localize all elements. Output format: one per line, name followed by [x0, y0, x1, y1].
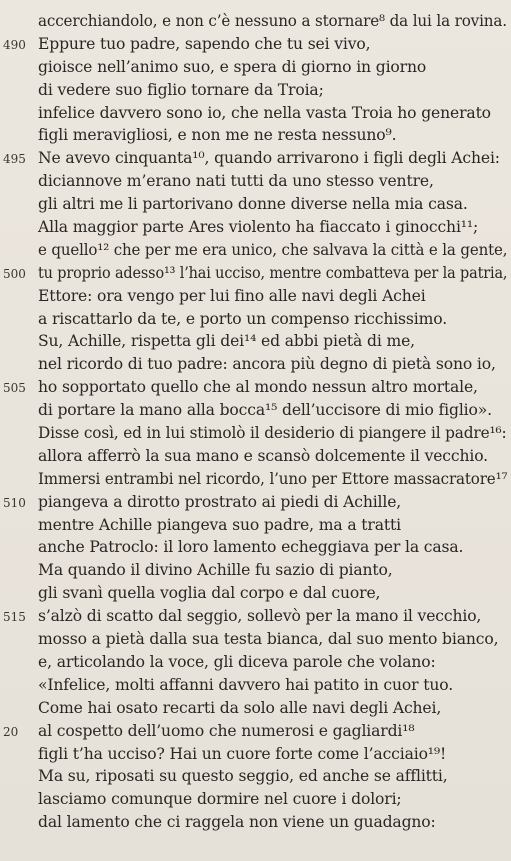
verse-line	[0, 743, 511, 766]
verse-line	[0, 147, 511, 170]
verse-text: dal lamento che ci raggela non viene un guadagno:	[38, 813, 436, 832]
verse-text: lasciamo comunque dormire nel cuore i dolori;	[38, 790, 402, 809]
verse-line	[0, 56, 511, 79]
verse-text: e quello¹² che per me era unico, che salvava la città e la gente,	[38, 240, 508, 259]
verse-line	[0, 308, 511, 331]
verse-text: allora afferrò la sua mano e scansò dolcemente il vecchio.	[38, 446, 488, 465]
verse-line	[0, 697, 511, 720]
verse-text: figli t’ha ucciso? Hai un cuore forte come l’acciaio¹⁹!	[38, 744, 447, 763]
verse-text: mosso a pietà dalla sua testa bianca, dal suo mento bianco,	[38, 630, 499, 649]
verse-line	[0, 445, 511, 468]
verse-text: Come hai osato recarti da solo alle navi degli Achei,	[38, 698, 442, 717]
verse-text: accerchiandolo, e non c’è nessuno a stornare⁸ da lui la rovina.	[38, 12, 507, 30]
verse-line	[0, 79, 511, 102]
verse-line	[0, 628, 511, 651]
line-number: 505	[3, 381, 26, 396]
verse-text: Ne avevo cinquanta¹⁰, quando arrivarono i figli degli Achei:	[38, 149, 500, 168]
verse-text: Alla maggior parte Ares violento ha fiaccato i ginocchi¹¹;	[38, 218, 479, 237]
verse-text: diciannove m’erano nati tutti da uno stesso ventre,	[38, 172, 434, 191]
verse-line	[0, 468, 511, 491]
verse-line	[0, 582, 511, 605]
line-number: 495	[3, 152, 26, 167]
verse-text: gioisce nell’animo suo, e spera di giorno in giorno	[38, 57, 427, 76]
verse-line	[0, 239, 511, 262]
verse-text: di vedere suo figlio tornare da Troia;	[38, 80, 324, 99]
verse-line	[0, 170, 511, 193]
verse-text: e, articolando la voce, gli diceva parole che volano:	[38, 652, 436, 671]
verse-line	[0, 193, 511, 216]
verse-text: piangeva a dirotto prostrato ai piedi di Achille,	[38, 492, 402, 511]
verse-line	[0, 216, 511, 239]
verse-text: anche Patroclo: il loro lamento echeggiava per la casa.	[38, 538, 464, 557]
verse-text: a riscattarlo da te, e porto un compenso ricchissimo.	[38, 309, 448, 328]
verse-line	[0, 559, 511, 582]
verse-text: tu proprio adesso¹³ l’hai ucciso, mentre combatteva per la patria,	[38, 263, 508, 282]
verse-line	[0, 811, 511, 834]
verse-line	[0, 102, 511, 125]
verse-text: infelice davvero sono io, che nella vasta Troia ho generato	[38, 103, 491, 122]
verse-text: figli meravigliosi, e non me ne resta nessuno⁹.	[38, 126, 397, 145]
verse-line	[0, 788, 511, 811]
verse-text: Ettore: ora vengo per lui fino alle navi degli Achei	[38, 286, 426, 305]
verse-text: Ma quando il divino Achille fu sazio di pianto,	[38, 561, 393, 580]
verse-line	[0, 10, 511, 33]
verse-line	[0, 674, 511, 697]
verse-line	[0, 33, 511, 56]
verse-text: Disse così, ed in lui stimolò il desiderio di piangere il padre¹⁶:	[38, 424, 507, 443]
line-number: 515	[3, 610, 26, 625]
verse-text: Ma su, riposati su questo seggio, ed anche se afflitti,	[38, 767, 448, 786]
verse-line	[0, 605, 511, 628]
verse-text: Immersi entrambi nel ricordo, l’uno per Ettore massacratore¹⁷	[38, 469, 508, 488]
verse-line	[0, 376, 511, 399]
verse-line	[0, 353, 511, 376]
verse-text: gli altri me li partorivano donne diverse nella mia casa.	[38, 195, 468, 214]
verse-line	[0, 422, 511, 445]
poem-text	[0, 10, 511, 834]
verse-line	[0, 399, 511, 422]
verse-line	[0, 536, 511, 559]
verse-line	[0, 765, 511, 788]
verse-line	[0, 720, 511, 743]
verse-text: al cospetto dell’uomo che numerosi e gagliardi¹⁸	[38, 721, 415, 740]
verse-text: nel ricordo di tuo padre: ancora più degno di pietà sono io,	[38, 355, 496, 374]
verse-line	[0, 285, 511, 308]
verse-line	[0, 330, 511, 353]
verse-text: mentre Achille piangeva suo padre, ma a tratti	[38, 515, 401, 534]
verse-text: «Infelice, molti affanni davvero hai patito in cuor tuo.	[38, 675, 454, 694]
line-number: 20	[3, 724, 19, 739]
verse-text: gli svanì quella voglia dal corpo e dal cuore,	[38, 584, 381, 603]
verse-line	[0, 124, 511, 147]
line-number: 510	[3, 495, 26, 510]
verse-line	[0, 514, 511, 537]
verse-text: Su, Achille, rispetta gli dei¹⁴ ed abbi pietà di me,	[38, 332, 415, 351]
verse-line	[0, 262, 511, 285]
line-number: 500	[3, 266, 26, 281]
verse-line	[0, 651, 511, 674]
verse-text: s’alzò di scatto dal seggio, sollevò per la mano il vecchio,	[38, 607, 482, 626]
verse-text: di portare la mano alla bocca¹⁵ dell’uccisore di mio figlio».	[38, 401, 492, 420]
verse-line	[0, 491, 511, 514]
verse-text: ho sopportato quello che al mondo nessun altro mortale,	[38, 378, 478, 397]
verse-text: Eppure tuo padre, sapendo che tu sei vivo,	[38, 34, 371, 53]
line-number: 490	[3, 37, 26, 52]
